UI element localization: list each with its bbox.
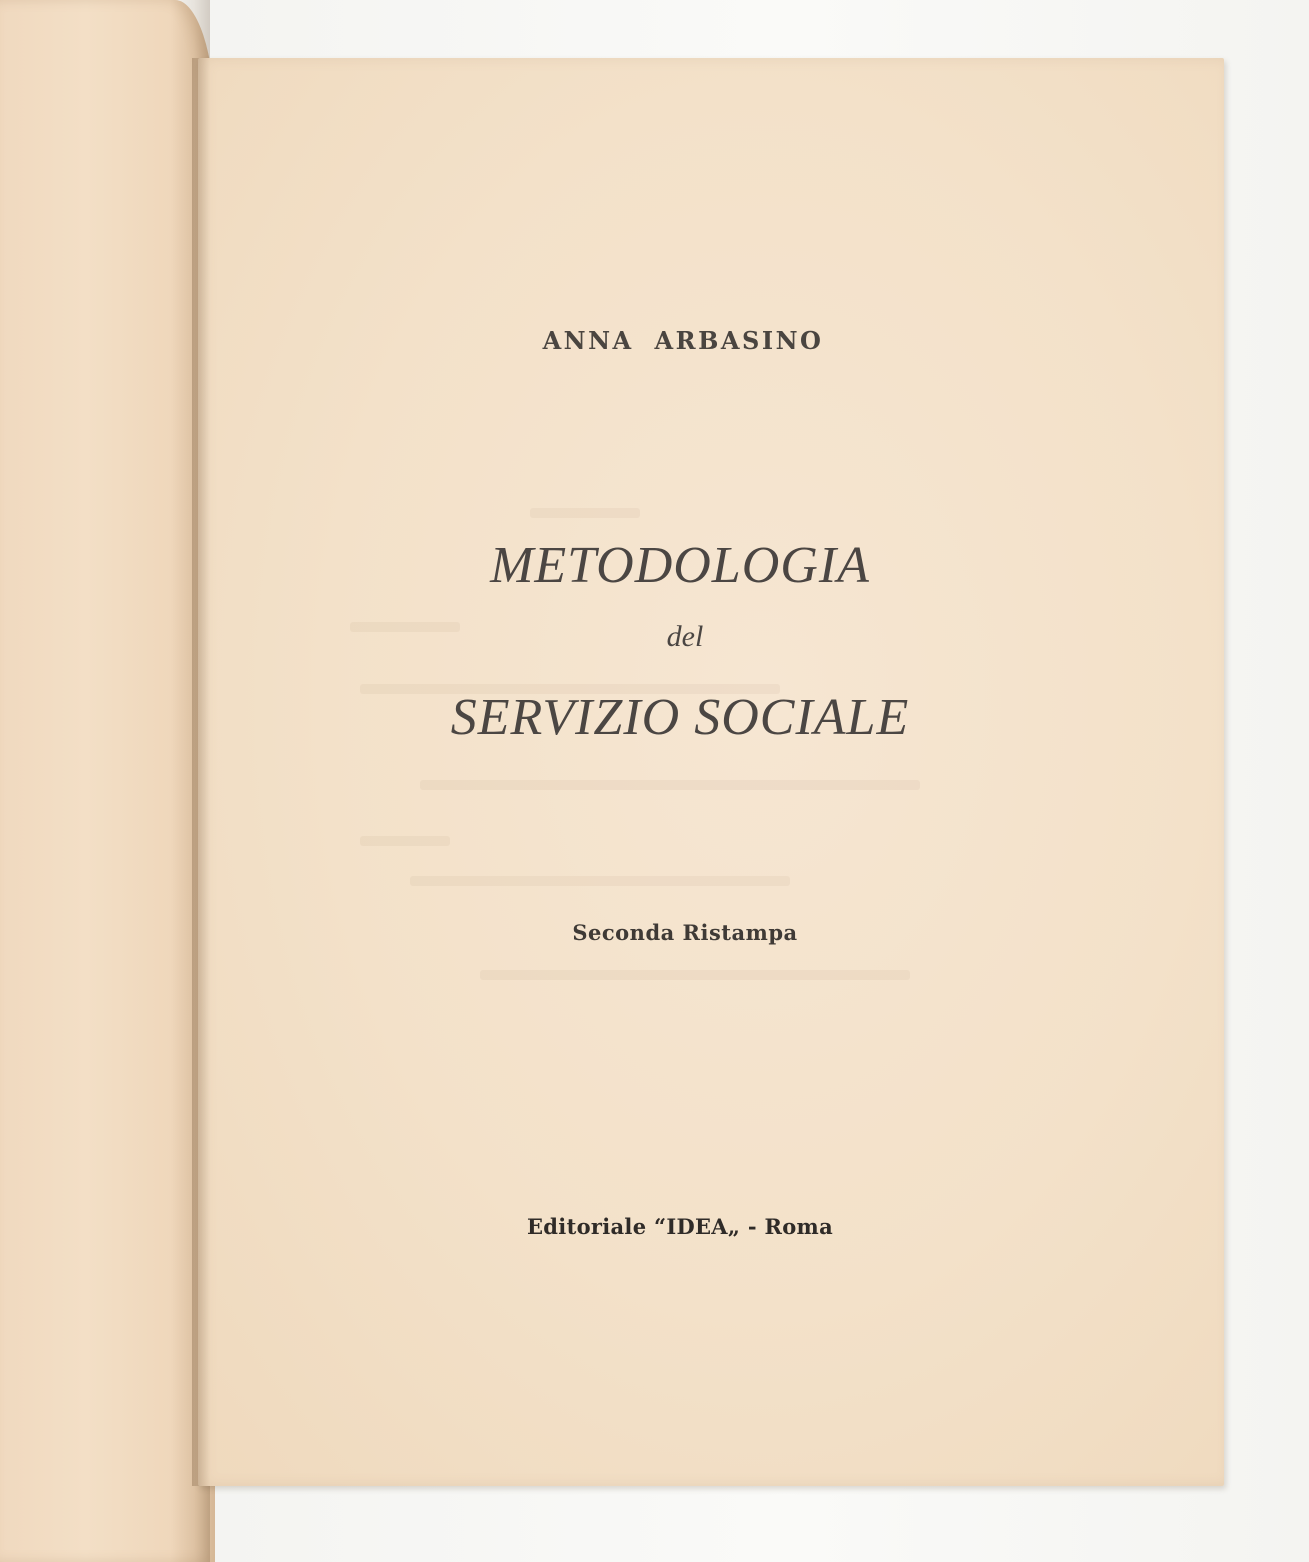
gutter-shadow <box>192 58 210 1486</box>
edition-note: Seconda Ristampa <box>572 920 798 945</box>
show-through-line <box>530 508 640 518</box>
show-through-line <box>350 622 460 632</box>
title-line-1: METODOLOGIA <box>490 537 870 594</box>
title-connector: del <box>666 620 704 653</box>
show-through-line <box>420 780 920 790</box>
title-page <box>198 58 1224 1486</box>
author-name: ANNA ARBASINO <box>542 326 824 355</box>
show-through-line <box>410 876 790 886</box>
publisher-imprint: Editoriale “IDEA„ - Roma <box>527 1214 833 1239</box>
show-through-line <box>360 836 450 846</box>
show-through-line <box>480 970 910 980</box>
title-line-2: SERVIZIO SOCIALE <box>450 689 910 746</box>
